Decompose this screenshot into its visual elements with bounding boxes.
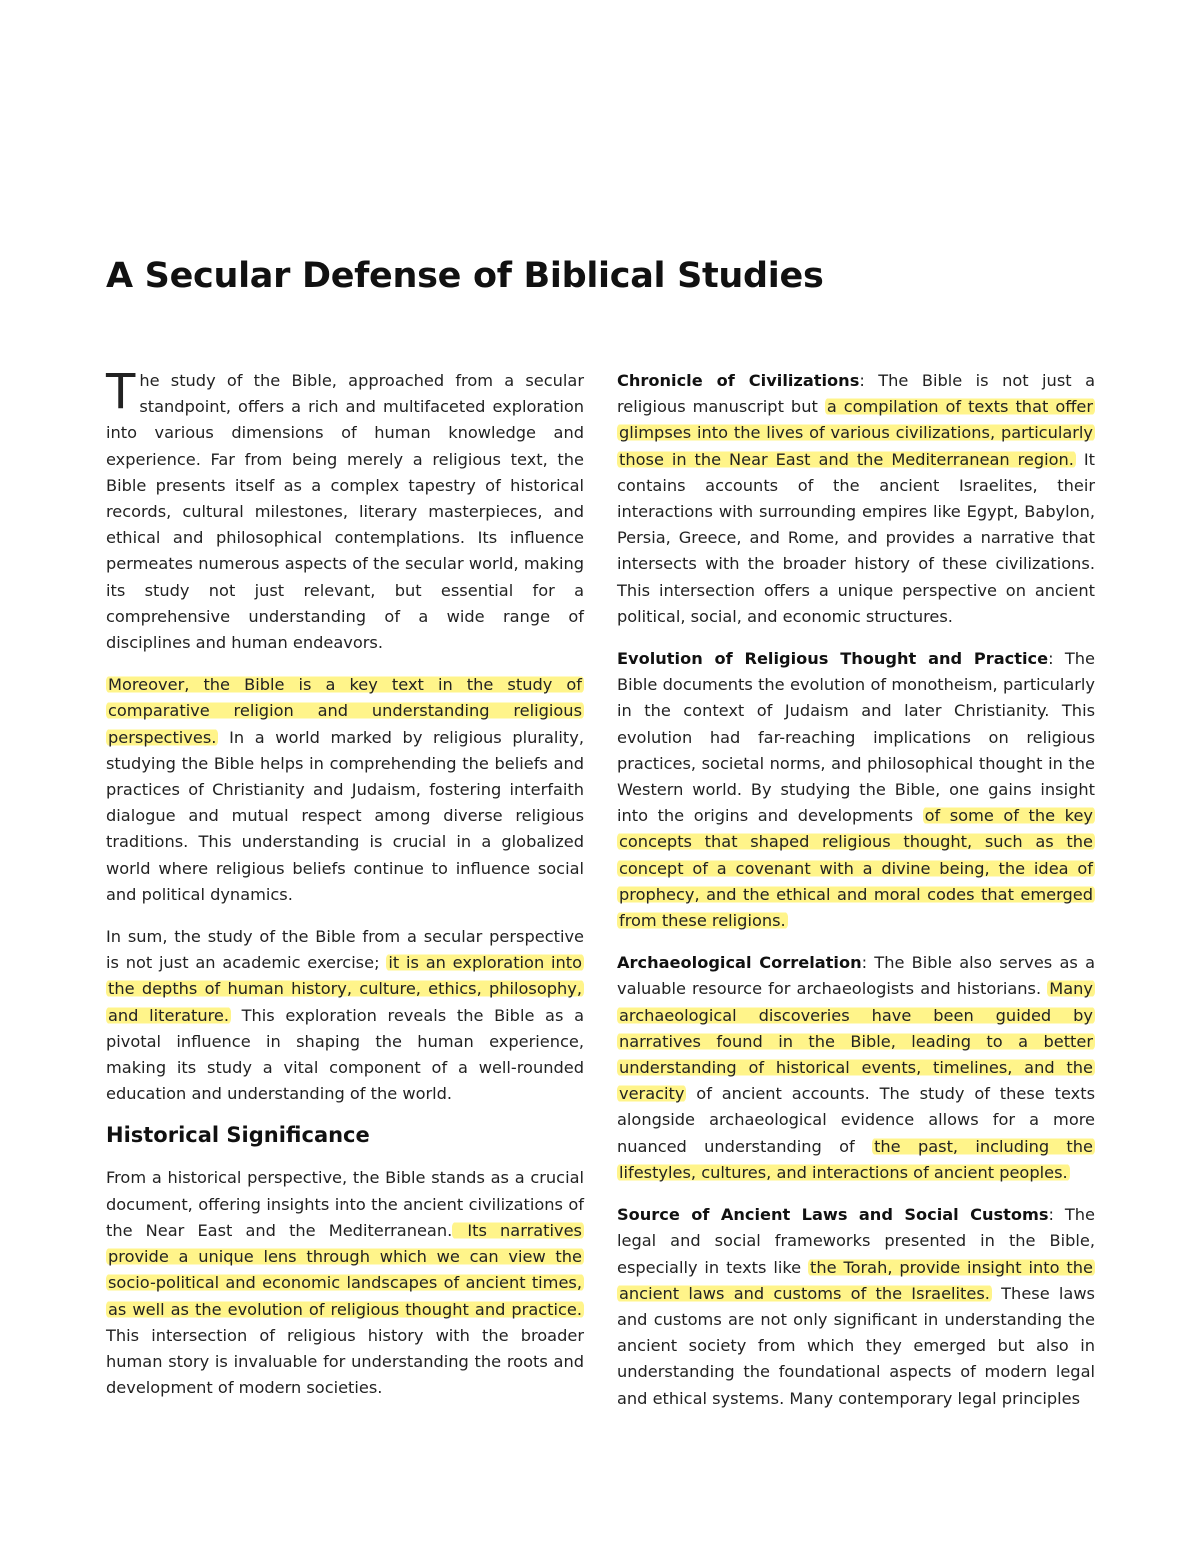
highlighted-text: Moreover, the Bible is a key text in the study of comparative religion and understanding religious perspectives. xyxy=(108,675,582,747)
chronicle-paragraph xyxy=(617,368,1095,630)
left-column xyxy=(106,364,584,1417)
paragraph-text: : The legal and social frameworks presented in the Bible, especially in texts like xyxy=(617,1205,1095,1277)
archaeology-paragraph xyxy=(617,950,1095,1186)
paragraph-text: This exploration reveals the Bible as a pivotal influence in shaping the human experience, making its study a vital component of a well-rounded education and understanding of the world. xyxy=(106,1005,584,1104)
highlighted-text: Its narratives provide a unique lens through which we can view the socio-political and economic landscapes of ancient times, as well as the evolution of religious thought and practice. xyxy=(108,1220,582,1319)
drop-cap: T xyxy=(106,364,136,420)
paragraph-text: This intersection of religious history with the broader human story is invaluable for understanding the roots and development of modern societies. xyxy=(106,1325,584,1398)
term-label: Source of Ancient Laws and Social Customs xyxy=(617,1205,1049,1225)
paragraph-text: : The Bible is not just a religious manuscript but xyxy=(617,371,1095,417)
paragraph-text: From a historical perspective, the Bible stands as a crucial document, offering insights into the ancient civilizations of the Near East and the Mediterranean. xyxy=(106,1168,584,1240)
paragraph-text: It contains accounts of the ancient Israelites, their interactions with surrounding empires like Egypt, Babylon, Persia, Greece, and Rome, and provides a narrative that intersects with the broader history of these civilizations. This intersection offers a unique perspective on ancient political, social, and economic structures. xyxy=(617,449,1095,626)
highlighted-text: the past, including the lifestyles, cultures, and interactions of ancient peoples. xyxy=(619,1136,1093,1182)
term-label: Archaeological Correlation xyxy=(617,953,862,973)
intro-text: he study of the Bible, approached from a secular standpoint, offers a rich and multifaceted exploration into various dimensions of human knowledge and experience. Far from being merely a religious text, the Bible presents itself as a complex tapestry of historical records, cultural milestones, literary masterpieces, and ethical and philosophical contemplations. Its influence permeates numerous aspects of the secular world, making its study not just relevant, but essential for a comprehensive understanding of a wide range of disciplines and human endeavors. xyxy=(106,371,584,653)
term-label: Evolution of Religious Thought and Practice xyxy=(617,649,1049,669)
paragraph-text: : The Bible documents the evolution of monotheism, particularly in the context of Judaism and later Christianity. This evolution had far-reaching implications on religious practices, societal norms, and philosophical thought in the Western world. By studying the Bible, one gains insight into the origins and developments xyxy=(617,649,1095,826)
paragraph-text: These laws and customs are not only significant in understanding the ancient society from which they emerged but also in understanding the foundational aspects of modern legal and ethical systems. Many contemporary legal principles xyxy=(617,1283,1095,1408)
paragraph-text: In a world marked by religious plurality, studying the Bible helps in comprehending the beliefs and practices of Christianity and Judaism, fostering interfaith dialogue and mutual respect among diverse religious traditions. This understanding is crucial in a globalized world where religious beliefs continue to influence social and political dynamics. xyxy=(106,727,584,904)
paragraph-text: of ancient accounts. The study of these texts alongside archaeological evidence allows for a more nuanced understanding of xyxy=(617,1084,1095,1156)
intro-paragraph xyxy=(106,364,584,656)
right-column xyxy=(617,368,1095,1428)
paragraph-text: In sum, the study of the Bible from a secular perspective is not just an academic exercise; xyxy=(106,927,584,973)
paragraph-text: : The Bible also serves as a valuable resource for archaeologists and historians. xyxy=(617,953,1095,999)
highlighted-text: it is an exploration into the depths of human history, culture, ethics, philosophy, and literature. xyxy=(108,953,583,1025)
highlighted-text: Many archaeological discoveries have been guided by narratives found in the Bible, leading to a better understanding of historical events, timelines, and the veracity xyxy=(619,979,1093,1104)
laws-paragraph xyxy=(617,1202,1095,1412)
highlighted-text: a compilation of texts that offer glimpses into the lives of various civilizations, particularly those in the Near East and the Mediterranean region. xyxy=(619,397,1093,469)
comparative-religion-paragraph xyxy=(106,672,584,908)
historical-paragraph xyxy=(106,1165,584,1401)
document-title: A Secular Defense of Biblical Studies xyxy=(106,256,824,296)
highlighted-text: the Torah, provide insight into the ancient laws and customs of the Israelites. xyxy=(619,1257,1093,1303)
evolution-paragraph xyxy=(617,646,1095,934)
section-heading: Historical Significance xyxy=(106,1123,370,1148)
highlighted-text: of some of the key concepts that shaped religious thought, such as the concept of a covenant with a divine being, the idea of prophecy, and the ethical and moral codes that emerged from these religions. xyxy=(619,806,1093,931)
summary-paragraph xyxy=(106,924,584,1107)
term-label: Chronicle of Civilizations xyxy=(617,371,860,390)
